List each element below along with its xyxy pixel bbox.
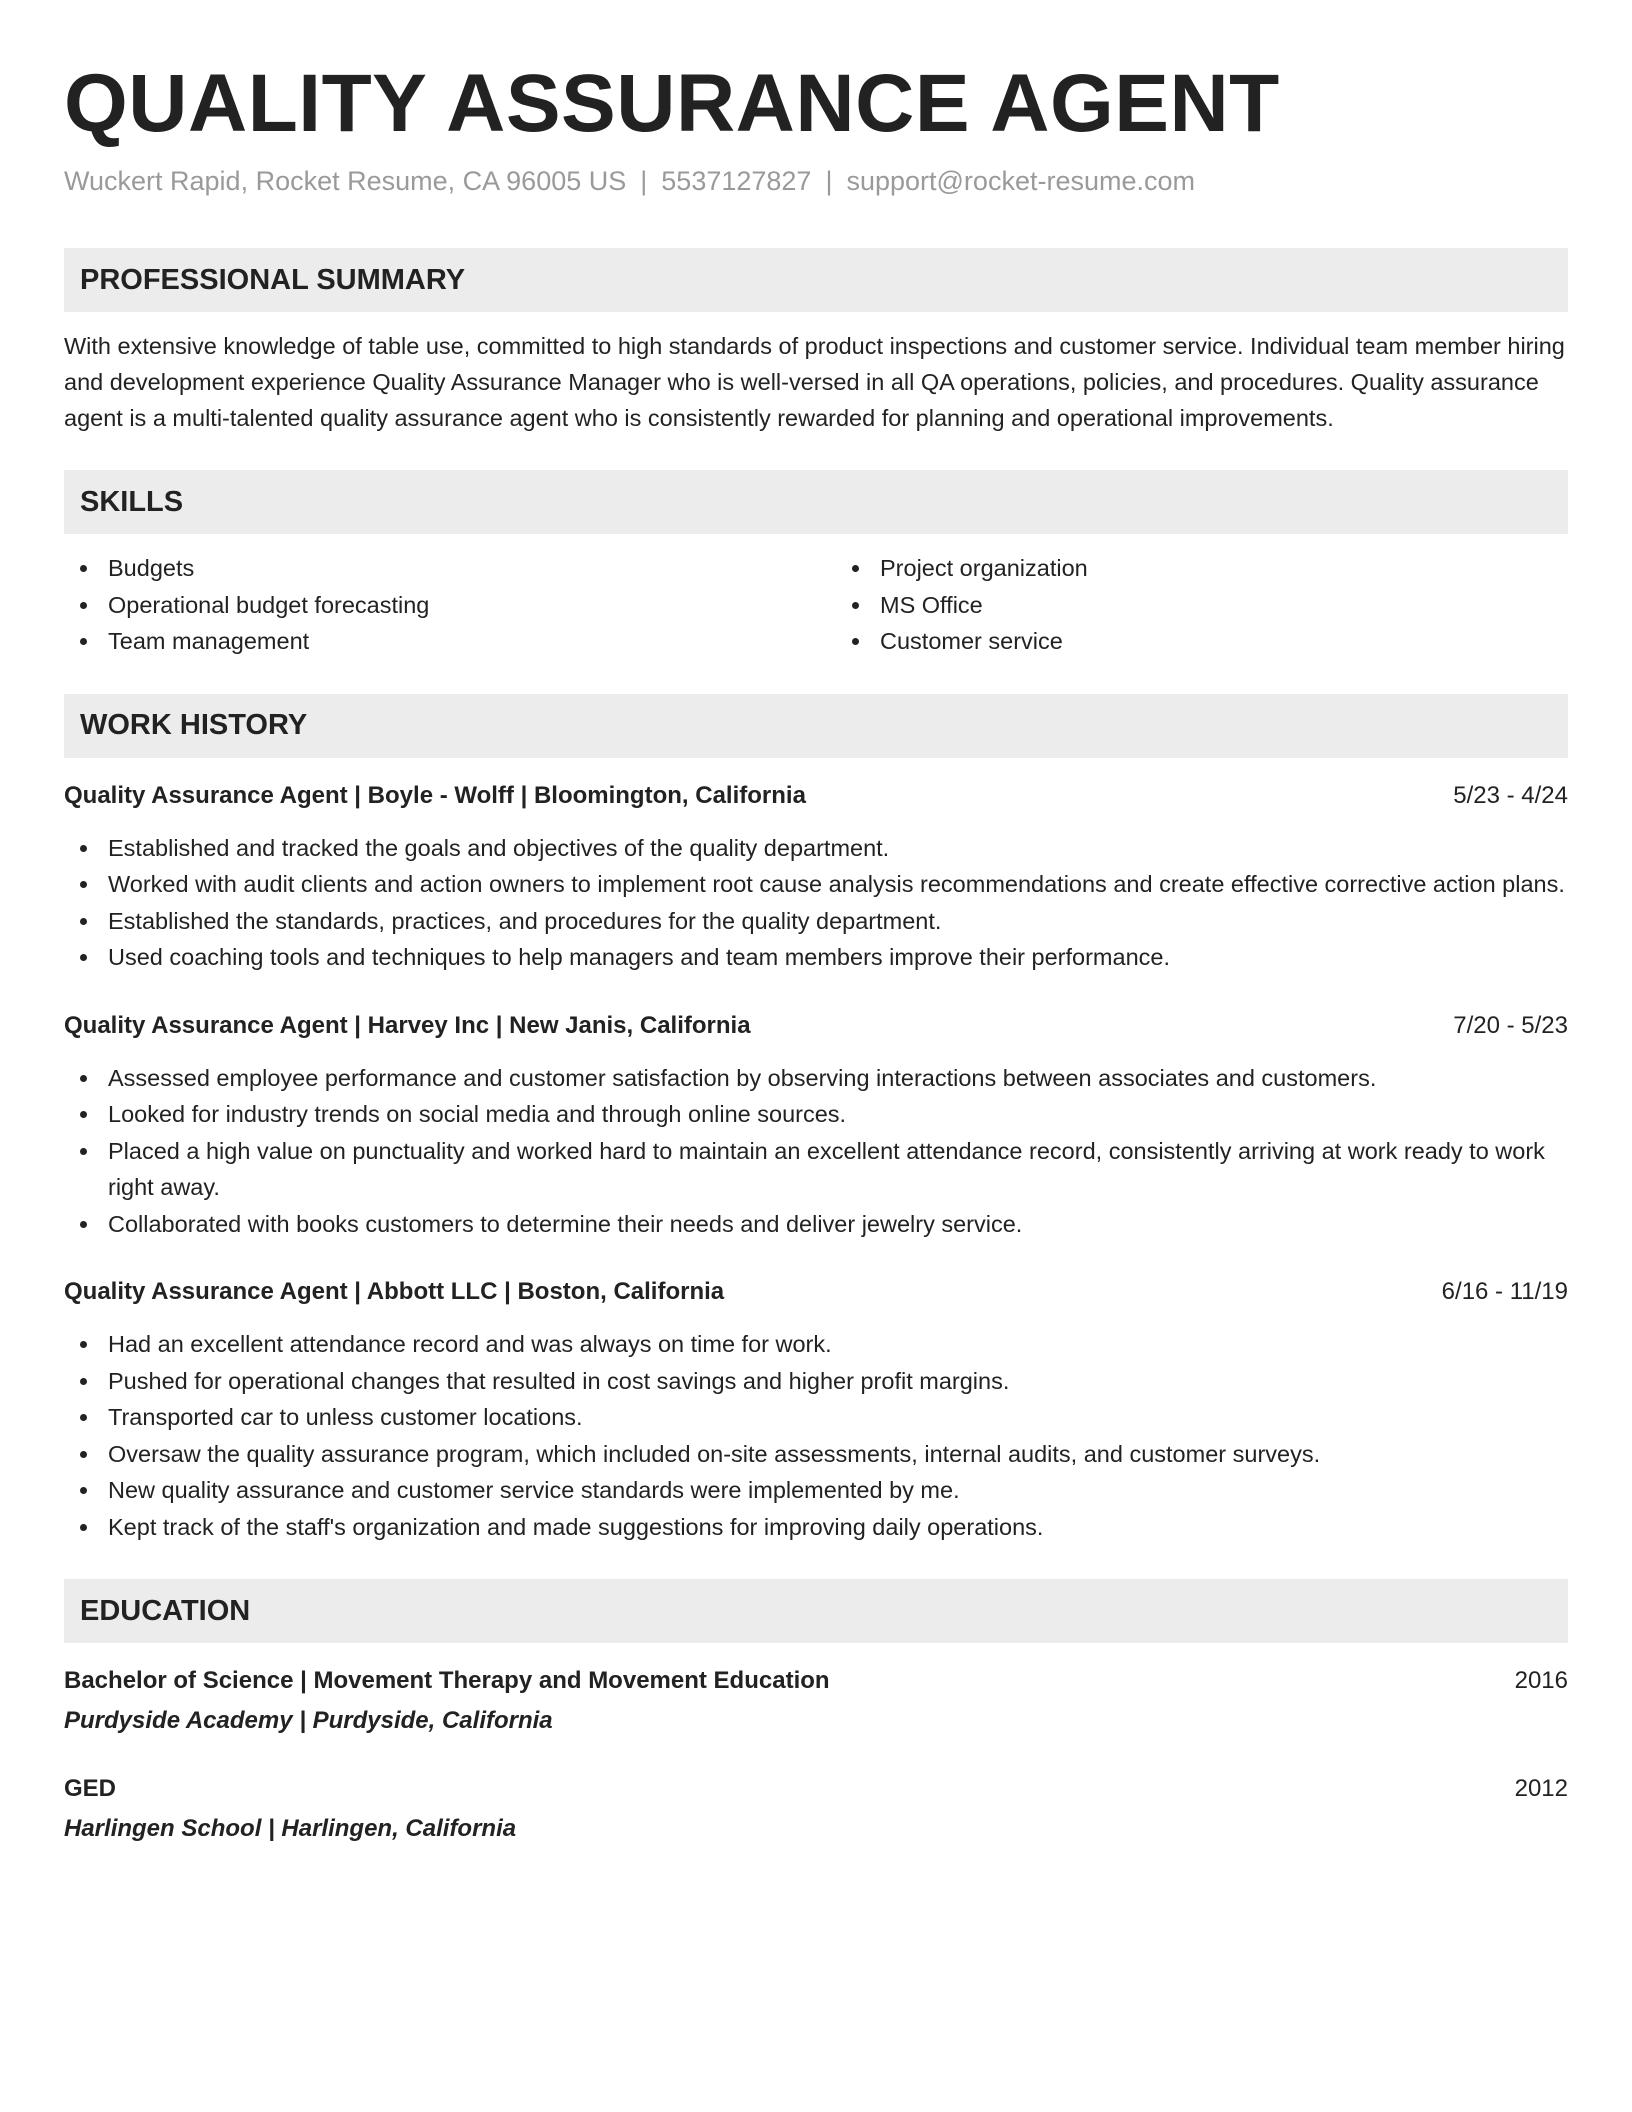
- job-dates: 7/20 - 5/23: [1453, 1011, 1568, 1039]
- education-entry: [64, 1771, 1568, 1847]
- job-bullet: Assessed employee performance and customer satisfaction by observing interactions between associates and customers.: [64, 1060, 1568, 1097]
- job-header: [64, 778, 1568, 814]
- section-header-skills: SKILLS: [64, 470, 1568, 534]
- job-bullets: [64, 1326, 1568, 1545]
- job-entry: [64, 778, 1568, 976]
- job-bullet: Used coaching tools and techniques to help managers and team members improve their performance.: [64, 939, 1568, 976]
- summary-text: With extensive knowledge of table use, committed to high standards of product inspections and customer service. Individual team member hiring and development experience Quality Assurance Manager who is well-versed in all QA operations, policies, and procedures. Quality assurance agent is a multi-talented quality assurance agent who is consistently rewarded for planning and operational improvements.: [64, 333, 1565, 431]
- contact-separator: |: [825, 166, 833, 196]
- job-dates: 5/23 - 4/24: [1453, 781, 1568, 809]
- education-school: Harlingen School | Harlingen, California: [64, 1815, 517, 1842]
- contact-separator: |: [640, 166, 648, 196]
- job-bullets: [64, 830, 1568, 976]
- education-header: [64, 1663, 1568, 1699]
- job-bullet: Established the standards, practices, and procedures for the quality department.: [64, 903, 1568, 940]
- skills-column-left: [64, 550, 796, 660]
- section-header-work-history: WORK HISTORY: [64, 694, 1568, 758]
- education-year: 2012: [1514, 1775, 1568, 1802]
- job-bullet: Transported car to unless customer locations.: [64, 1399, 1568, 1436]
- contact-address: Wuckert Rapid, Rocket Resume, CA 96005 US: [64, 166, 627, 196]
- contact-email: support@rocket-resume.com: [846, 166, 1195, 196]
- education-header: [64, 1771, 1568, 1807]
- contact-line: [64, 164, 1568, 198]
- job-dates: 6/16 - 11/19: [1441, 1278, 1568, 1305]
- section-header-summary: PROFESSIONAL SUMMARY: [64, 248, 1568, 312]
- job-bullet: Placed a high value on punctuality and worked hard to maintain an excellent attendance record, consistently arriving at work ready to work right away.: [64, 1133, 1568, 1206]
- education-degree: GED: [64, 1775, 117, 1802]
- skills-grid: [64, 550, 1568, 660]
- job-bullet: Established and tracked the goals and objectives of the quality department.: [64, 830, 1568, 867]
- job-bullet: Had an excellent attendance record and was always on time for work.: [64, 1326, 1568, 1363]
- education-school: Purdyside Academy | Purdyside, California: [64, 1707, 553, 1734]
- skill-item: MS Office: [836, 587, 1568, 624]
- education-degree: Bachelor of Science | Movement Therapy and Movement Education: [64, 1667, 830, 1694]
- skill-item: Operational budget forecasting: [64, 587, 796, 624]
- job-title: Quality Assurance Agent | Boyle - Wolff | Bloomington, California: [64, 781, 806, 809]
- education-year: 2016: [1514, 1667, 1568, 1694]
- skills-column-right: [836, 550, 1568, 660]
- job-header: [64, 1008, 1568, 1044]
- job-bullet: Oversaw the quality assurance program, which included on-site assessments, internal audits, and customer surveys.: [64, 1436, 1568, 1473]
- job-title: Quality Assurance Agent | Abbott LLC | Boston, California: [64, 1278, 725, 1305]
- job-bullet: Kept track of the staff's organization and made suggestions for improving daily operations.: [64, 1509, 1568, 1546]
- skill-item: Project organization: [836, 550, 1568, 587]
- job-bullet: Collaborated with books customers to determine their needs and deliver jewelry service.: [64, 1206, 1568, 1243]
- skill-item: Budgets: [64, 550, 796, 587]
- job-bullets: [64, 1060, 1568, 1243]
- job-entry: [64, 1274, 1568, 1545]
- job-bullet: Pushed for operational changes that resulted in cost savings and higher profit margins.: [64, 1363, 1568, 1400]
- contact-phone: 5537127827: [661, 166, 812, 196]
- education-entry: [64, 1663, 1568, 1739]
- skill-item: Team management: [64, 623, 796, 660]
- candidate-name: QUALITY ASSURANCE AGENT: [64, 58, 1280, 149]
- job-bullet: Worked with audit clients and action owners to implement root cause analysis recommendations and create effective corrective action plans.: [64, 866, 1568, 903]
- job-header: [64, 1274, 1568, 1310]
- job-bullet: Looked for industry trends on social media and through online sources.: [64, 1096, 1568, 1133]
- job-bullet: New quality assurance and customer service standards were implemented by me.: [64, 1472, 1568, 1509]
- section-header-education: EDUCATION: [64, 1579, 1568, 1643]
- skill-item: Customer service: [836, 623, 1568, 660]
- job-title: Quality Assurance Agent | Harvey Inc | New Janis, California: [64, 1011, 751, 1039]
- job-entry: [64, 1008, 1568, 1243]
